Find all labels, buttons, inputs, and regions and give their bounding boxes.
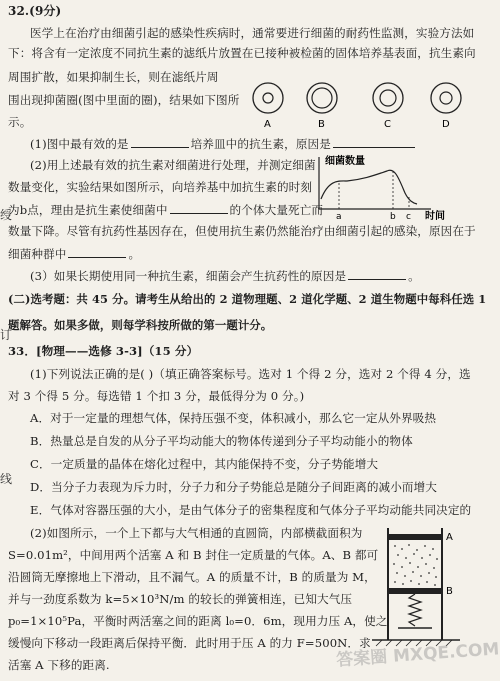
margin-mark: 订 [0,328,13,342]
answer-blank[interactable] [170,202,228,214]
q33-part2-line: S=0.01m²，中间用两个活塞 A 和 B 封住一定质量的气体。A、B 都可 [8,548,379,562]
bacteria-graph [313,153,465,223]
piston-a-label: A [446,532,453,543]
dish-label-c: C [384,119,391,130]
dish-a [253,83,283,113]
section2-heading: 题解答。如果多做，则每学科按所做的第一题计分。 [8,318,273,332]
petri-dish-figure [252,80,468,132]
q33-part2-line: 沿圆筒无摩擦地上下滑动，且不漏气。A 的质量不计，B 的质量为 M， [8,570,376,584]
q33-part2-line: (2)如图所示，一个上下都与大气相通的直圆筒，内部横截面积为 [30,526,363,540]
q32-sub3-text: (3）如果长期使用同一种抗生素，细菌会产生抗药性的原因是 [30,269,347,283]
answer-blank[interactable] [131,136,189,148]
q32-sub2-line [8,202,323,217]
bacteria-curve [321,170,417,204]
gas-particles [393,544,438,586]
cylinder-figure [368,522,468,650]
q32-sub2-line: 数量下降。尽管有抗药性基因存在，但使用抗生素仍然能治疗由细菌引起的感染，原因在于 [8,224,476,238]
answer-blank[interactable] [333,136,415,148]
section2-heading: (二)选考题：共 45 分。请考生从给出的 2 道物理题、2 道化学题、2 道生物题中每科任选 1 [8,292,487,306]
piston-b-label: B [446,586,453,597]
option-b: B．热量总是自发的从分子平均动能大的物体传递到分子平均动能小的物体 [30,434,413,448]
dish-c [373,83,403,113]
graph-tick-b: b [390,212,396,222]
piston-a [389,534,441,540]
piston-b [389,588,441,594]
q32-sub3 [30,268,420,283]
option-c: C．一定质量的晶体在熔化过程中，其内能保持不变，分子势能增大 [30,457,379,471]
dish-label-b: B [318,119,325,130]
q32-paragraph-line: 围出现抑菌圈(图中里面的圈)，结果如下图所 [8,93,240,107]
q32-sub2-text: 为b点，理由是抗生素使细菌中 [8,203,168,217]
dish-b [307,83,337,113]
q32-sub2-line: (2)用上述最有效的抗生素对细菌进行处理，并测定细菌 [30,158,316,172]
q33-intro-line: 对 3 个得 5 分。每选错 1 个扣 3 分，最低得分为 0 分。) [8,389,305,403]
margin-mark: 线 [0,472,13,486]
q33-part2-line: p₀=1×10⁵Pa，平衡时两活塞之间的距离 l₀=0．6m，现用力压 A，使之 [8,614,388,628]
q33-part2-line: 活塞 A 下移的距离. [8,658,110,672]
graph-title: 细菌数量 [325,156,365,167]
option-d: D．当分子力表现为斥力时，分子力和分子势能总是随分子间距离的减小而增大 [30,480,437,494]
option-a: A．对于一定量的理想气体，保持压强不变，体积减小，那么它一定从外界吸热 [30,411,437,425]
q32-sub3-end: 。 [408,269,420,283]
q32-sub2-line: 数量变化，实验结果如图所示，向培养基中加抗生素的时刻 [8,180,313,194]
q32-paragraph-line: 下：将含有一定浓度不同抗生素的滤纸片放置在已接种被检菌的固体培养基表面，抗生素向 [8,46,476,60]
q32-header: 32.(9分) [8,4,62,18]
q32-sub2-line [8,246,140,261]
q33-header: 33．[物理——选修 3-3]（15 分） [8,344,199,358]
graph-tick-a: a [336,212,342,222]
margin-mark: 绶 [0,208,13,222]
graph-tick-c: c [406,212,411,222]
q32-paragraph-line: 医学上在治疗由细菌引起的感染性疾病时，通常要进行细菌的耐药性监测，实验方法如 [30,26,475,40]
answer-blank[interactable] [348,268,406,280]
answer-blank[interactable] [68,246,126,258]
watermark: 答案圈 MXQE.COM [335,639,500,671]
q32-paragraph-line: 周围扩散，如果抑制生长，则在滤纸片周 [8,70,219,84]
q33-intro-line: (1)下列说法正确的是( )（填正确答案标号。选对 1 个得 2 分，选对 2 个得 4 分，选 [30,367,471,381]
q32-paragraph-line: 示。 [8,115,32,129]
q32-sub1-part1: (1)图中最有效的是 [30,137,129,151]
option-e: E．气体对容器压强的大小，是由气体分子的密集程度和气体分子平均动能共同决定的 [30,503,472,517]
dish-d [431,83,461,113]
q32-sub1-part2: 培养皿中的抗生素，原因是 [190,137,331,151]
q33-part2-line: 缓慢向下移动一段距离后保持平衡．此时用于压 A 的力 F=500N．求 [8,636,371,650]
spring [409,594,421,626]
q32-sub1 [30,136,417,151]
dish-label-d: D [442,119,450,130]
dish-label-a: A [264,119,271,130]
q32-sub2-text: 。 [128,247,141,261]
q33-part2-line: 并与一劲度系数为 k=5×10³N/m 的较长的弹簧相连，已知大气压 [8,592,353,606]
graph-x-label: 时间 [425,211,445,222]
q32-sub2-text: 的个体大量死亡而 [229,203,324,217]
q32-sub2-text: 细菌种群中 [8,247,67,261]
